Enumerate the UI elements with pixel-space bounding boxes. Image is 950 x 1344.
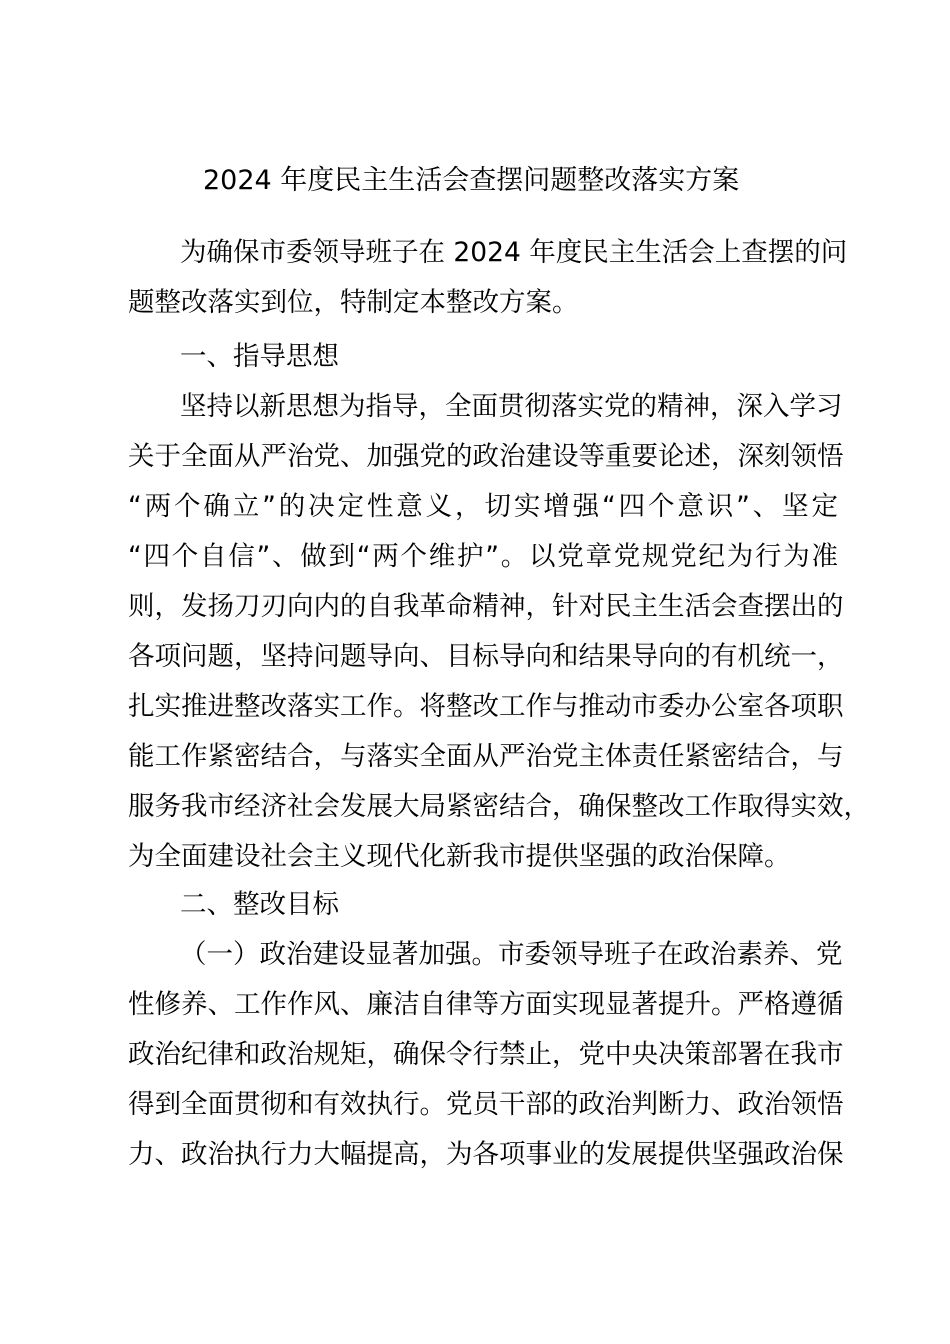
paragraph-line: 为全面建设社会主义现代化新我市提供坚强的政治保障。: [128, 841, 791, 872]
section-heading: 一、指导思想: [180, 341, 339, 372]
paragraph-line: “四个自信”、做到“两个维护”。以党章党规党纪为行为准: [128, 541, 838, 572]
paragraph-line: （一）政治建设显著加强。市委领导班子在政治素养、党: [180, 939, 843, 970]
paragraph-line: 性修养、工作作风、廉洁自律等方面实现显著提升。严格遵循: [128, 989, 844, 1020]
paragraph-line: 为确保市委领导班子在 2024 年度民主生活会上查摆的问: [180, 237, 848, 268]
paragraph-line: 各项问题，坚持问题导向、目标导向和结果导向的有机统一，: [128, 641, 844, 672]
paragraph-line: 题整改落实到位，特制定本整改方案。: [128, 287, 579, 318]
paragraph-line: 关于全面从严治党、加强党的政治建设等重要论述，深刻领悟: [128, 441, 844, 472]
section-heading: 二、整改目标: [180, 889, 339, 920]
paragraph-line: 坚持以新思想为指导，全面贯彻落实党的精神，深入学习: [180, 391, 843, 422]
paragraph-line: 服务我市经济社会发展大局紧密结合，确保整改工作取得实效，: [128, 791, 870, 822]
paragraph-line: 力、政治执行力大幅提高，为各项事业的发展提供坚强政治保: [128, 1139, 844, 1170]
paragraph-line: “两个确立”的决定性意义，切实增强“四个意识”、坚定: [128, 491, 838, 522]
paragraph-line: 能工作紧密结合，与落实全面从严治党主体责任紧密结合，与: [128, 741, 844, 772]
paragraph-line: 政治纪律和政治规矩，确保令行禁止，党中央决策部署在我市: [128, 1039, 844, 1070]
paragraph-line: 则，发扬刀刃向内的自我革命精神，针对民主生活会查摆出的: [128, 591, 844, 622]
paragraph-line: 扎实推进整改落实工作。将整改工作与推动市委办公室各项职: [128, 691, 844, 722]
document-title: 2024 年度民主生活会查摆问题整改落实方案: [203, 165, 740, 196]
paragraph-line: 得到全面贯彻和有效执行。党员干部的政治判断力、政治领悟: [128, 1089, 844, 1120]
